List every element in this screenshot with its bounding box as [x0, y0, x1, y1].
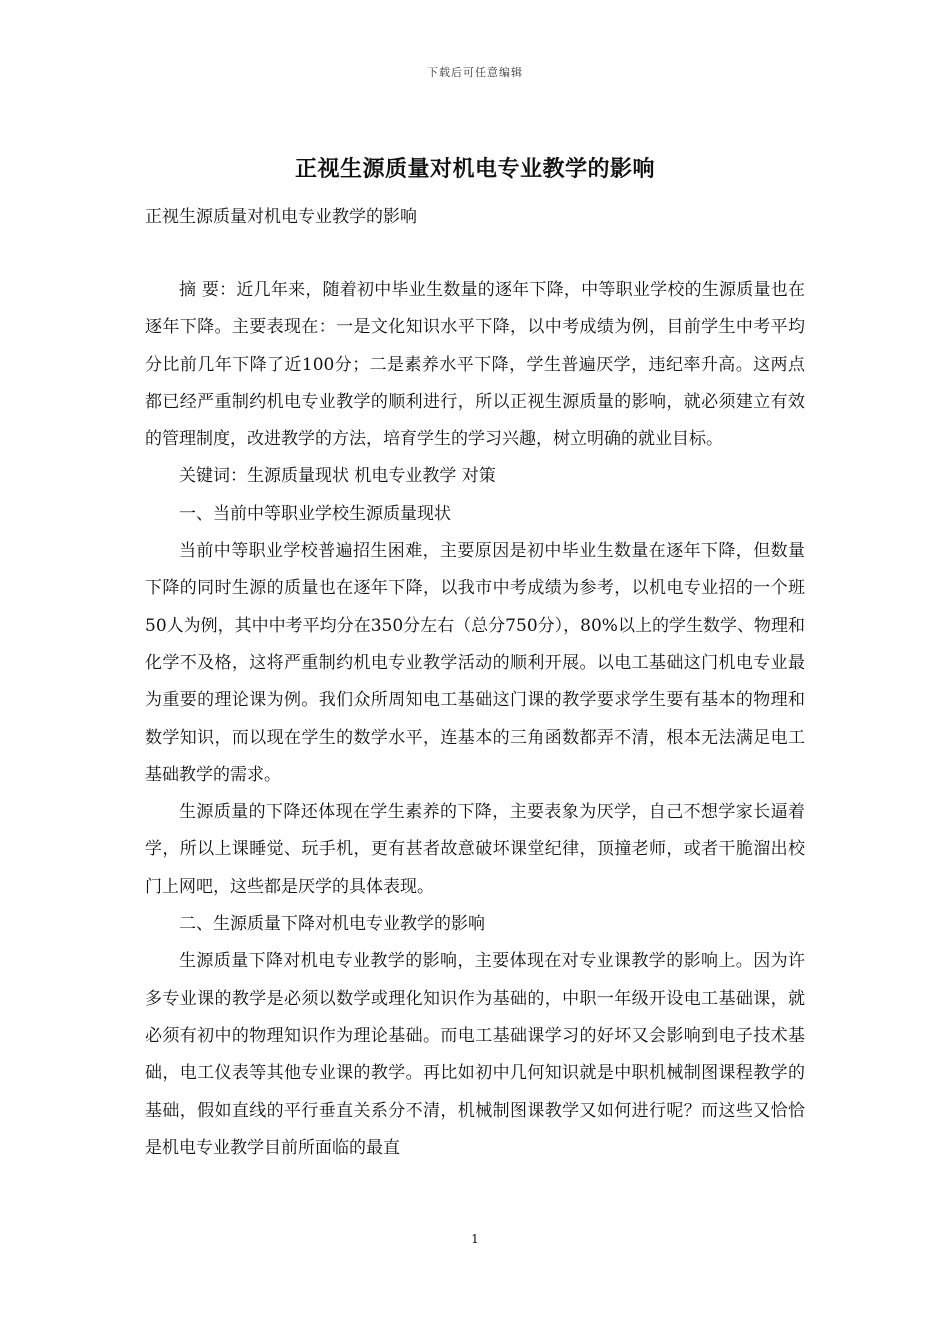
keywords-line: 关键词：生源质量现状 机电专业教学 对策 [179, 466, 496, 487]
body-paragraph-3: 生源质量下降对机电专业教学的影响，主要体现在对专业课教学的影响上。因为许多专业课的教学是必须以数学或理化知识作为基础的，中职一年级开设电工基础课，就必须有初中的物理知识作为理论基础。而电工基础课学习的好坏又会影响到电子技术基础，电工仪表等其他专业课的教学。再比如初中几何知识就是中职机械制图课程教学的基础，假如直线的平行垂直关系分不清，机械制图课教学又如何进行呢？而这些又恰恰是机电专业教学目前所面临的最直 [145, 951, 805, 1158]
body-paragraph-2: 生源质量的下降还体现在学生素养的下降，主要表象为厌学，自己不想学家长逼着学，所以上课睡觉、玩手机，更有甚者故意破坏课堂纪律，顶撞老师，或者干脆溜出校门上网吧，这些都是厌学的具体表现。 [145, 802, 805, 897]
document-subtitle: 正视生源质量对机电专业教学的影响 [145, 207, 417, 227]
document-body [145, 272, 805, 1167]
abstract-paragraph: 摘 要：近几年来，随着初中毕业生数量的逐年下降，中等职业学校的生源质量也在逐年下降。主要表现在：一是文化知识水平下降，以中考成绩为例，目前学生中考平均分比前几年下降了近100分；二是素养水平下降，学生普遍厌学，违纪率升高。这两点都已经严重制约机电专业教学的顺利进行，所以正视生源质量的影响，就必须建立有效的管理制度，改进教学的方法，培育学生的学习兴趣，树立明确的就业目标。 [145, 280, 805, 450]
body-paragraph-1: 当前中等职业学校普遍招生困难，主要原因是初中毕业生数量在逐年下降，但数量下降的同时生源的质量也在逐年下降，以我市中考成绩为参考，以机电专业招的一个班50人为例，其中中考平均分在350分左右（总分750分），80%以上的学生数学、物理和化学不及格，这将严重制约机电专业教学活动的顺利开展。以电工基础这门机电专业最为重要的理论课为例。我们众所周知电工基础这门课的教学要求学生要有基本的物理和数学知识，而以现在学生的数学水平，连基本的三角函数都弄不清，根本无法满足电工基础教学的需求。 [145, 541, 805, 785]
page-number: 1 [471, 1232, 479, 1246]
header-note: 下载后可任意编辑 [427, 66, 523, 79]
section-heading-2: 二、生源质量下降对机电专业教学的影响 [179, 914, 485, 935]
section-heading-1: 一、当前中等职业学校生源质量现状 [179, 503, 451, 524]
document-title: 正视生源质量对机电专业教学的影响 [294, 157, 655, 182]
